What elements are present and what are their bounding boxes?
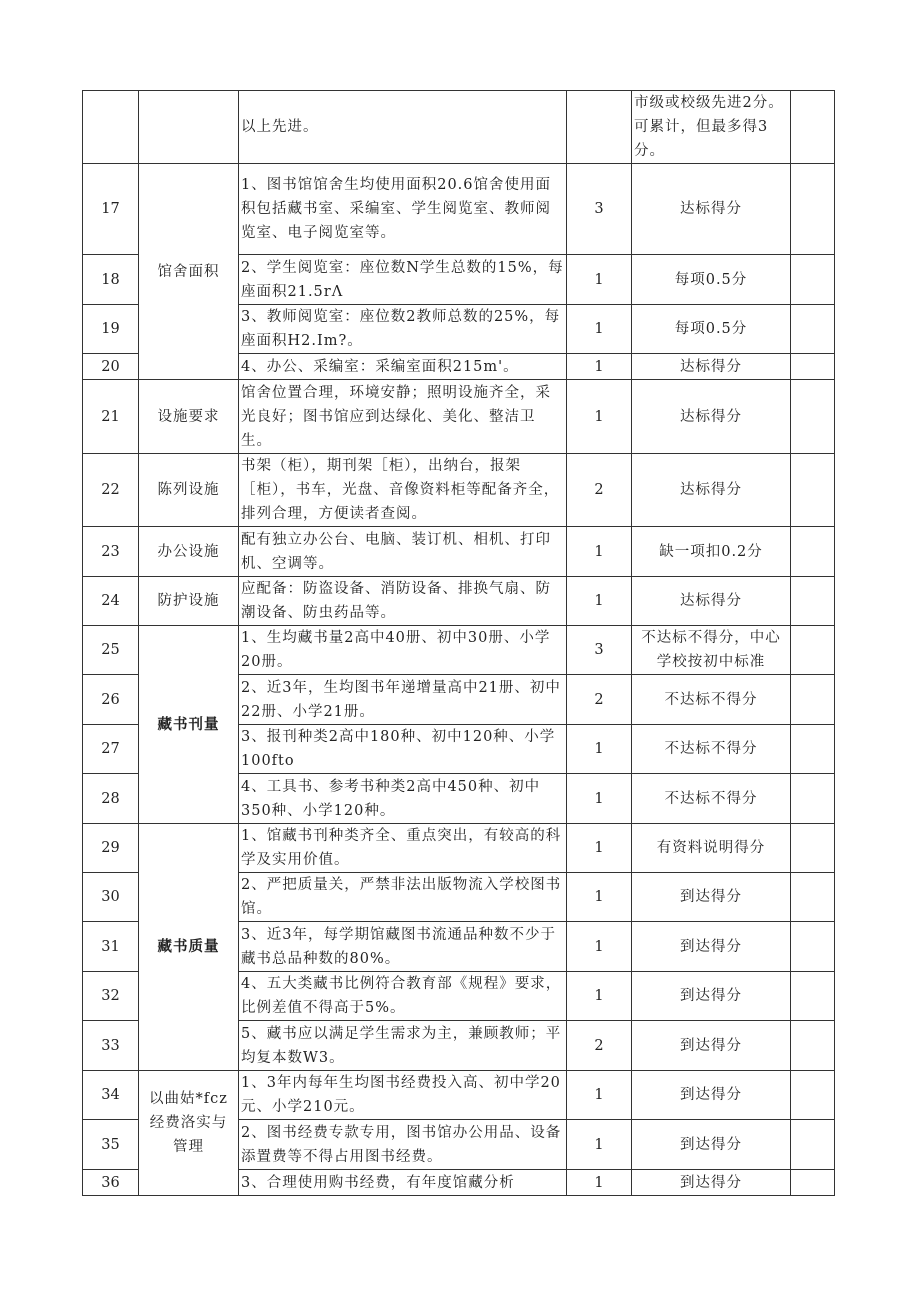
scoring-rule-cell: 每项0.5分 bbox=[632, 305, 791, 354]
points-cell: 2 bbox=[567, 675, 632, 725]
table-row bbox=[83, 577, 835, 626]
requirement-cell: 2、图书经费专款专用，图书馆办公用品、设备添置费等不得占用图书经费。 bbox=[239, 1120, 567, 1170]
row-number: 21 bbox=[83, 380, 139, 454]
points-cell: 1 bbox=[567, 577, 632, 626]
points-cell: 1 bbox=[567, 972, 632, 1021]
remarks-cell bbox=[791, 725, 835, 774]
requirement-cell: 1、3年内每年生均图书经费投入高、初中学20元、小学210元。 bbox=[239, 1071, 567, 1120]
remarks-cell bbox=[791, 164, 835, 255]
remarks-cell bbox=[791, 1170, 835, 1196]
requirement-cell: 1、生均藏书量2高中40册、初中30册、小学20册。 bbox=[239, 626, 567, 675]
points-cell: 1 bbox=[567, 354, 632, 380]
remarks-cell bbox=[791, 527, 835, 577]
row-number: 27 bbox=[83, 725, 139, 774]
requirement-cell: 2、近3年，生均图书年递增量高中21册、初中22册、小学21册。 bbox=[239, 675, 567, 725]
scoring-rule-cell: 达标得分 bbox=[632, 577, 791, 626]
row-number: 29 bbox=[83, 824, 139, 873]
scoring-rule-cell: 到达得分 bbox=[632, 1170, 791, 1196]
row-number: 36 bbox=[83, 1170, 139, 1196]
requirement-cell: 1、馆藏书刊种类齐全、重点突出，有较高的科学及实用价值。 bbox=[239, 824, 567, 873]
category-cell-jingfei bbox=[139, 1071, 239, 1196]
scoring-rule-cell: 到达得分 bbox=[632, 922, 791, 972]
points-cell: 1 bbox=[567, 380, 632, 454]
requirement-cell: 5、藏书应以满足学生需求为主，兼顾教师；平均复本数W3。 bbox=[239, 1021, 567, 1071]
remarks-cell bbox=[791, 922, 835, 972]
category-line: 经费洛实与 bbox=[149, 1115, 228, 1131]
table-row bbox=[83, 454, 835, 527]
category-cell-chenlie: 陈列设施 bbox=[139, 454, 239, 527]
requirement-cell: 1、图书馆馆舍生均使用面积20.6馆舍使用面积包括藏书室、采编室、学生阅览室、教师阅览室、电子阅览室等。 bbox=[239, 164, 567, 255]
points-cell bbox=[567, 91, 632, 164]
points-cell: 1 bbox=[567, 873, 632, 922]
points-cell: 1 bbox=[567, 305, 632, 354]
requirement-cell: 3、近3年，每学期馆藏图书流通品种数不少于藏书总品种数的80%。 bbox=[239, 922, 567, 972]
remarks-cell bbox=[791, 824, 835, 873]
requirement-cell: 应配备：防盗设备、消防设备、排换气扇、防潮设备、防虫药品等。 bbox=[239, 577, 567, 626]
requirement-cell: 以上先进。 bbox=[239, 91, 567, 164]
category-cell-cangshu-zhiliang: 藏书质量 bbox=[139, 824, 239, 1071]
row-number: 25 bbox=[83, 626, 139, 675]
row-number: 32 bbox=[83, 972, 139, 1021]
remarks-cell bbox=[791, 305, 835, 354]
category-line: 管理 bbox=[173, 1139, 204, 1155]
category-cell bbox=[139, 91, 239, 164]
requirement-cell: 书架（柜），期刊架［柜），出纳台，报架［柜），书车，光盘、音像资料柜等配备齐全，排列合理，方便读者查阅。 bbox=[239, 454, 567, 527]
points-cell: 2 bbox=[567, 1021, 632, 1071]
row-number: 19 bbox=[83, 305, 139, 354]
requirement-cell: 2、严把质量关，严禁非法出版物流入学校图书馆。 bbox=[239, 873, 567, 922]
category-cell-guanshe: 馆舍面积 bbox=[139, 164, 239, 380]
table-row bbox=[83, 380, 835, 454]
row-number: 23 bbox=[83, 527, 139, 577]
remarks-cell bbox=[791, 1021, 835, 1071]
remarks-cell bbox=[791, 774, 835, 824]
scoring-rule-cell: 到达得分 bbox=[632, 1071, 791, 1120]
remarks-cell bbox=[791, 454, 835, 527]
row-number: 33 bbox=[83, 1021, 139, 1071]
scoring-rule-cell: 有资料说明得分 bbox=[632, 824, 791, 873]
category-cell-fanghu: 防护设施 bbox=[139, 577, 239, 626]
scoring-rule-cell: 达标得分 bbox=[632, 454, 791, 527]
scoring-rule-cell: 不达标不得分 bbox=[632, 675, 791, 725]
scoring-rule-cell: 缺一项扣0.2分 bbox=[632, 527, 791, 577]
table-row bbox=[83, 626, 835, 675]
remarks-cell bbox=[791, 255, 835, 305]
scoring-rule-cell: 不达标不得分 bbox=[632, 725, 791, 774]
row-number: 34 bbox=[83, 1071, 139, 1120]
requirement-cell: 配有独立办公台、电脑、装订机、相机、打印机、空调等。 bbox=[239, 527, 567, 577]
table-row bbox=[83, 527, 835, 577]
table-row bbox=[83, 164, 835, 255]
remarks-cell bbox=[791, 972, 835, 1021]
scoring-rule-cell: 达标得分 bbox=[632, 380, 791, 454]
row-number: 30 bbox=[83, 873, 139, 922]
remarks-cell bbox=[791, 577, 835, 626]
requirement-cell: 4、工具书、参考书种类2高中450种、初中350种、小学120种。 bbox=[239, 774, 567, 824]
remarks-cell bbox=[791, 1071, 835, 1120]
scoring-rule-cell: 不达标不得分，中心学校按初中标准 bbox=[632, 626, 791, 675]
row-number: 18 bbox=[83, 255, 139, 305]
points-cell: 1 bbox=[567, 1071, 632, 1120]
row-number bbox=[83, 91, 139, 164]
remarks-cell bbox=[791, 380, 835, 454]
scoring-rule-cell: 到达得分 bbox=[632, 1120, 791, 1170]
points-cell: 1 bbox=[567, 824, 632, 873]
points-cell: 1 bbox=[567, 527, 632, 577]
points-cell: 1 bbox=[567, 1120, 632, 1170]
evaluation-table bbox=[82, 90, 835, 1196]
scoring-rule-cell: 不达标不得分 bbox=[632, 774, 791, 824]
table-row bbox=[83, 1071, 835, 1120]
row-number: 28 bbox=[83, 774, 139, 824]
table-row-continuation bbox=[83, 91, 835, 164]
points-cell: 1 bbox=[567, 1170, 632, 1196]
scoring-rule-cell: 每项0.5分 bbox=[632, 255, 791, 305]
row-number: 35 bbox=[83, 1120, 139, 1170]
category-line: 以曲姑*fcz bbox=[149, 1091, 228, 1107]
remarks-cell bbox=[791, 91, 835, 164]
category-cell-sheshi: 设施要求 bbox=[139, 380, 239, 454]
row-number: 24 bbox=[83, 577, 139, 626]
points-cell: 2 bbox=[567, 454, 632, 527]
requirement-cell: 3、报刊种类2高中180种、初中120种、小学100fto bbox=[239, 725, 567, 774]
scoring-rule-cell: 达标得分 bbox=[632, 164, 791, 255]
row-number: 20 bbox=[83, 354, 139, 380]
requirement-cell: 2、学生阅览室：座位数N学生总数的15%，每座面积21.5rΛ bbox=[239, 255, 567, 305]
remarks-cell bbox=[791, 675, 835, 725]
remarks-cell bbox=[791, 1120, 835, 1170]
scoring-rule-cell: 到达得分 bbox=[632, 972, 791, 1021]
remarks-cell bbox=[791, 873, 835, 922]
scoring-rule-cell: 市级或校级先进2分。可累计，但最多得3分。 bbox=[632, 91, 791, 164]
scoring-rule-cell: 到达得分 bbox=[632, 873, 791, 922]
row-number: 22 bbox=[83, 454, 139, 527]
points-cell: 3 bbox=[567, 164, 632, 255]
category-cell-cangshu-kanliang: 藏书刊量 bbox=[139, 626, 239, 824]
requirement-cell: 3、教师阅览室：座位数2教师总数的25%，每座面积H2.Im?。 bbox=[239, 305, 567, 354]
points-cell: 1 bbox=[567, 774, 632, 824]
points-cell: 1 bbox=[567, 922, 632, 972]
table-row bbox=[83, 824, 835, 873]
requirement-cell: 4、办公、采编室：采编室面积215m'。 bbox=[239, 354, 567, 380]
requirement-cell: 3、合理使用购书经费，有年度馆藏分析 bbox=[239, 1170, 567, 1196]
requirement-cell: 馆舍位置合理，环境安静；照明设施齐全，采光良好；图书馆应到达绿化、美化、整洁卫生。 bbox=[239, 380, 567, 454]
requirement-cell: 4、五大类藏书比例符合教育部《规程》要求，比例差值不得高于5%。 bbox=[239, 972, 567, 1021]
row-number: 26 bbox=[83, 675, 139, 725]
points-cell: 3 bbox=[567, 626, 632, 675]
category-cell-bangong: 办公设施 bbox=[139, 527, 239, 577]
points-cell: 1 bbox=[567, 255, 632, 305]
scoring-rule-cell: 达标得分 bbox=[632, 354, 791, 380]
remarks-cell bbox=[791, 354, 835, 380]
row-number: 31 bbox=[83, 922, 139, 972]
scoring-rule-cell: 到达得分 bbox=[632, 1021, 791, 1071]
row-number: 17 bbox=[83, 164, 139, 255]
remarks-cell bbox=[791, 626, 835, 675]
points-cell: 1 bbox=[567, 725, 632, 774]
